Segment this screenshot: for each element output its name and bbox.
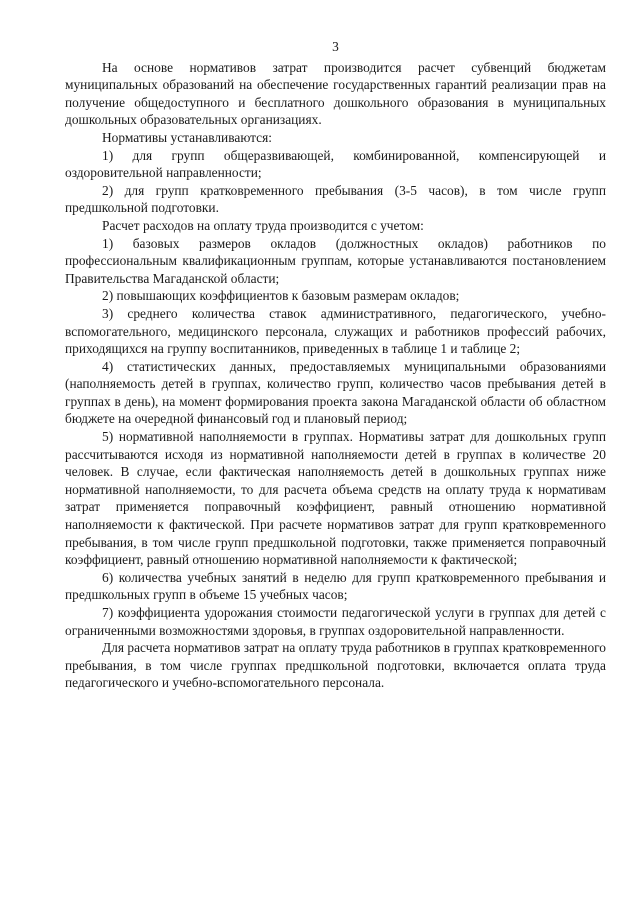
paragraph-payroll-item-3: 3) среднего количества ставок административного, педагогического, учебно-вспомогательного, медицинского персонала, служащих и работников профессий рабочих, приходящихся на группу воспитанников, приведенных в таблице 1 и таблице 2; <box>65 305 606 357</box>
paragraph-payroll-heading: Расчет расходов на оплату труда производится с учетом: <box>102 217 424 233</box>
paragraph-norms-item-1: 1) для групп общеразвивающей, комбинированной, компенсирующей и оздоровительной направленности; <box>65 147 606 181</box>
paragraph-payroll-item-6: 6) количества учебных занятий в неделю для групп кратковременного пребывания и предшкольных групп в объеме 15 учебных часов; <box>65 569 606 603</box>
paragraph-payroll-item-1: 1) базовых размеров окладов (должностных окладов) работников по профессиональным квалификационным группам, которые устанавливаются постановлением Правительства Магаданской области; <box>65 235 606 286</box>
document-page <box>65 38 606 692</box>
paragraph-payroll-item-5: 5) нормативной наполняемости в группах. Нормативы затрат для дошкольных групп рассчитываются исходя из нормативной наполняемости детей в группах в количестве 20 человек. В случае, если фактическая наполняемость детей в дошкольных группах ниже нормативной наполняемости, то для расчета объема средств на оплату труда к нормативам затрат применяется поправочный коэффициент, равный отношению нормативной наполняемости к фактической. При расчете нормативов затрат для групп кратковременного пребывания, в том числе групп предшкольной подготовки, также применяется поправочный коэффициент, равный отношению нормативной наполняемости к фактической; <box>65 429 606 568</box>
paragraph-intro: На основе нормативов затрат производится расчет субвенций бюджетам муниципальных образований на обеспечение государственных гарантий реализации прав на получение общедоступного и бесплатного дошкольного образования в муниципальных дошкольных образовательных организациях. <box>65 59 606 128</box>
paragraph-payroll-item-2: 2) повышающих коэффициентов к базовым размерам окладов; <box>102 288 460 304</box>
paragraph-norms-item-2: 2) для групп кратковременного пребывания (3-5 часов), в том числе групп предшкольной подготовки. <box>65 182 606 216</box>
paragraph-payroll-item-4: 4) статистических данных, предоставляемых муниципальными образованиями (наполняемость детей в группах, количество групп, количество часов пребывания детей в группах в день), на момент формирования проекта закона Магаданской области об областном бюджете на очередной финансовый год и плановый период; <box>65 358 606 427</box>
page-number: 3 <box>332 39 339 54</box>
paragraph-closing: Для расчета нормативов затрат на оплату труда работников в группах кратковременного пребывания, в том числе группах предшкольной подготовки, включается оплата труда педагогического и учебно-вспомогательного персонала. <box>65 640 606 691</box>
paragraph-norms-heading: Нормативы устанавливаются: <box>102 129 272 145</box>
paragraph-payroll-item-7: 7) коэффициента удорожания стоимости педагогической услуги в группах для детей с ограниченными возможностями здоровья, в группах оздоровительной направленности. <box>65 605 606 638</box>
